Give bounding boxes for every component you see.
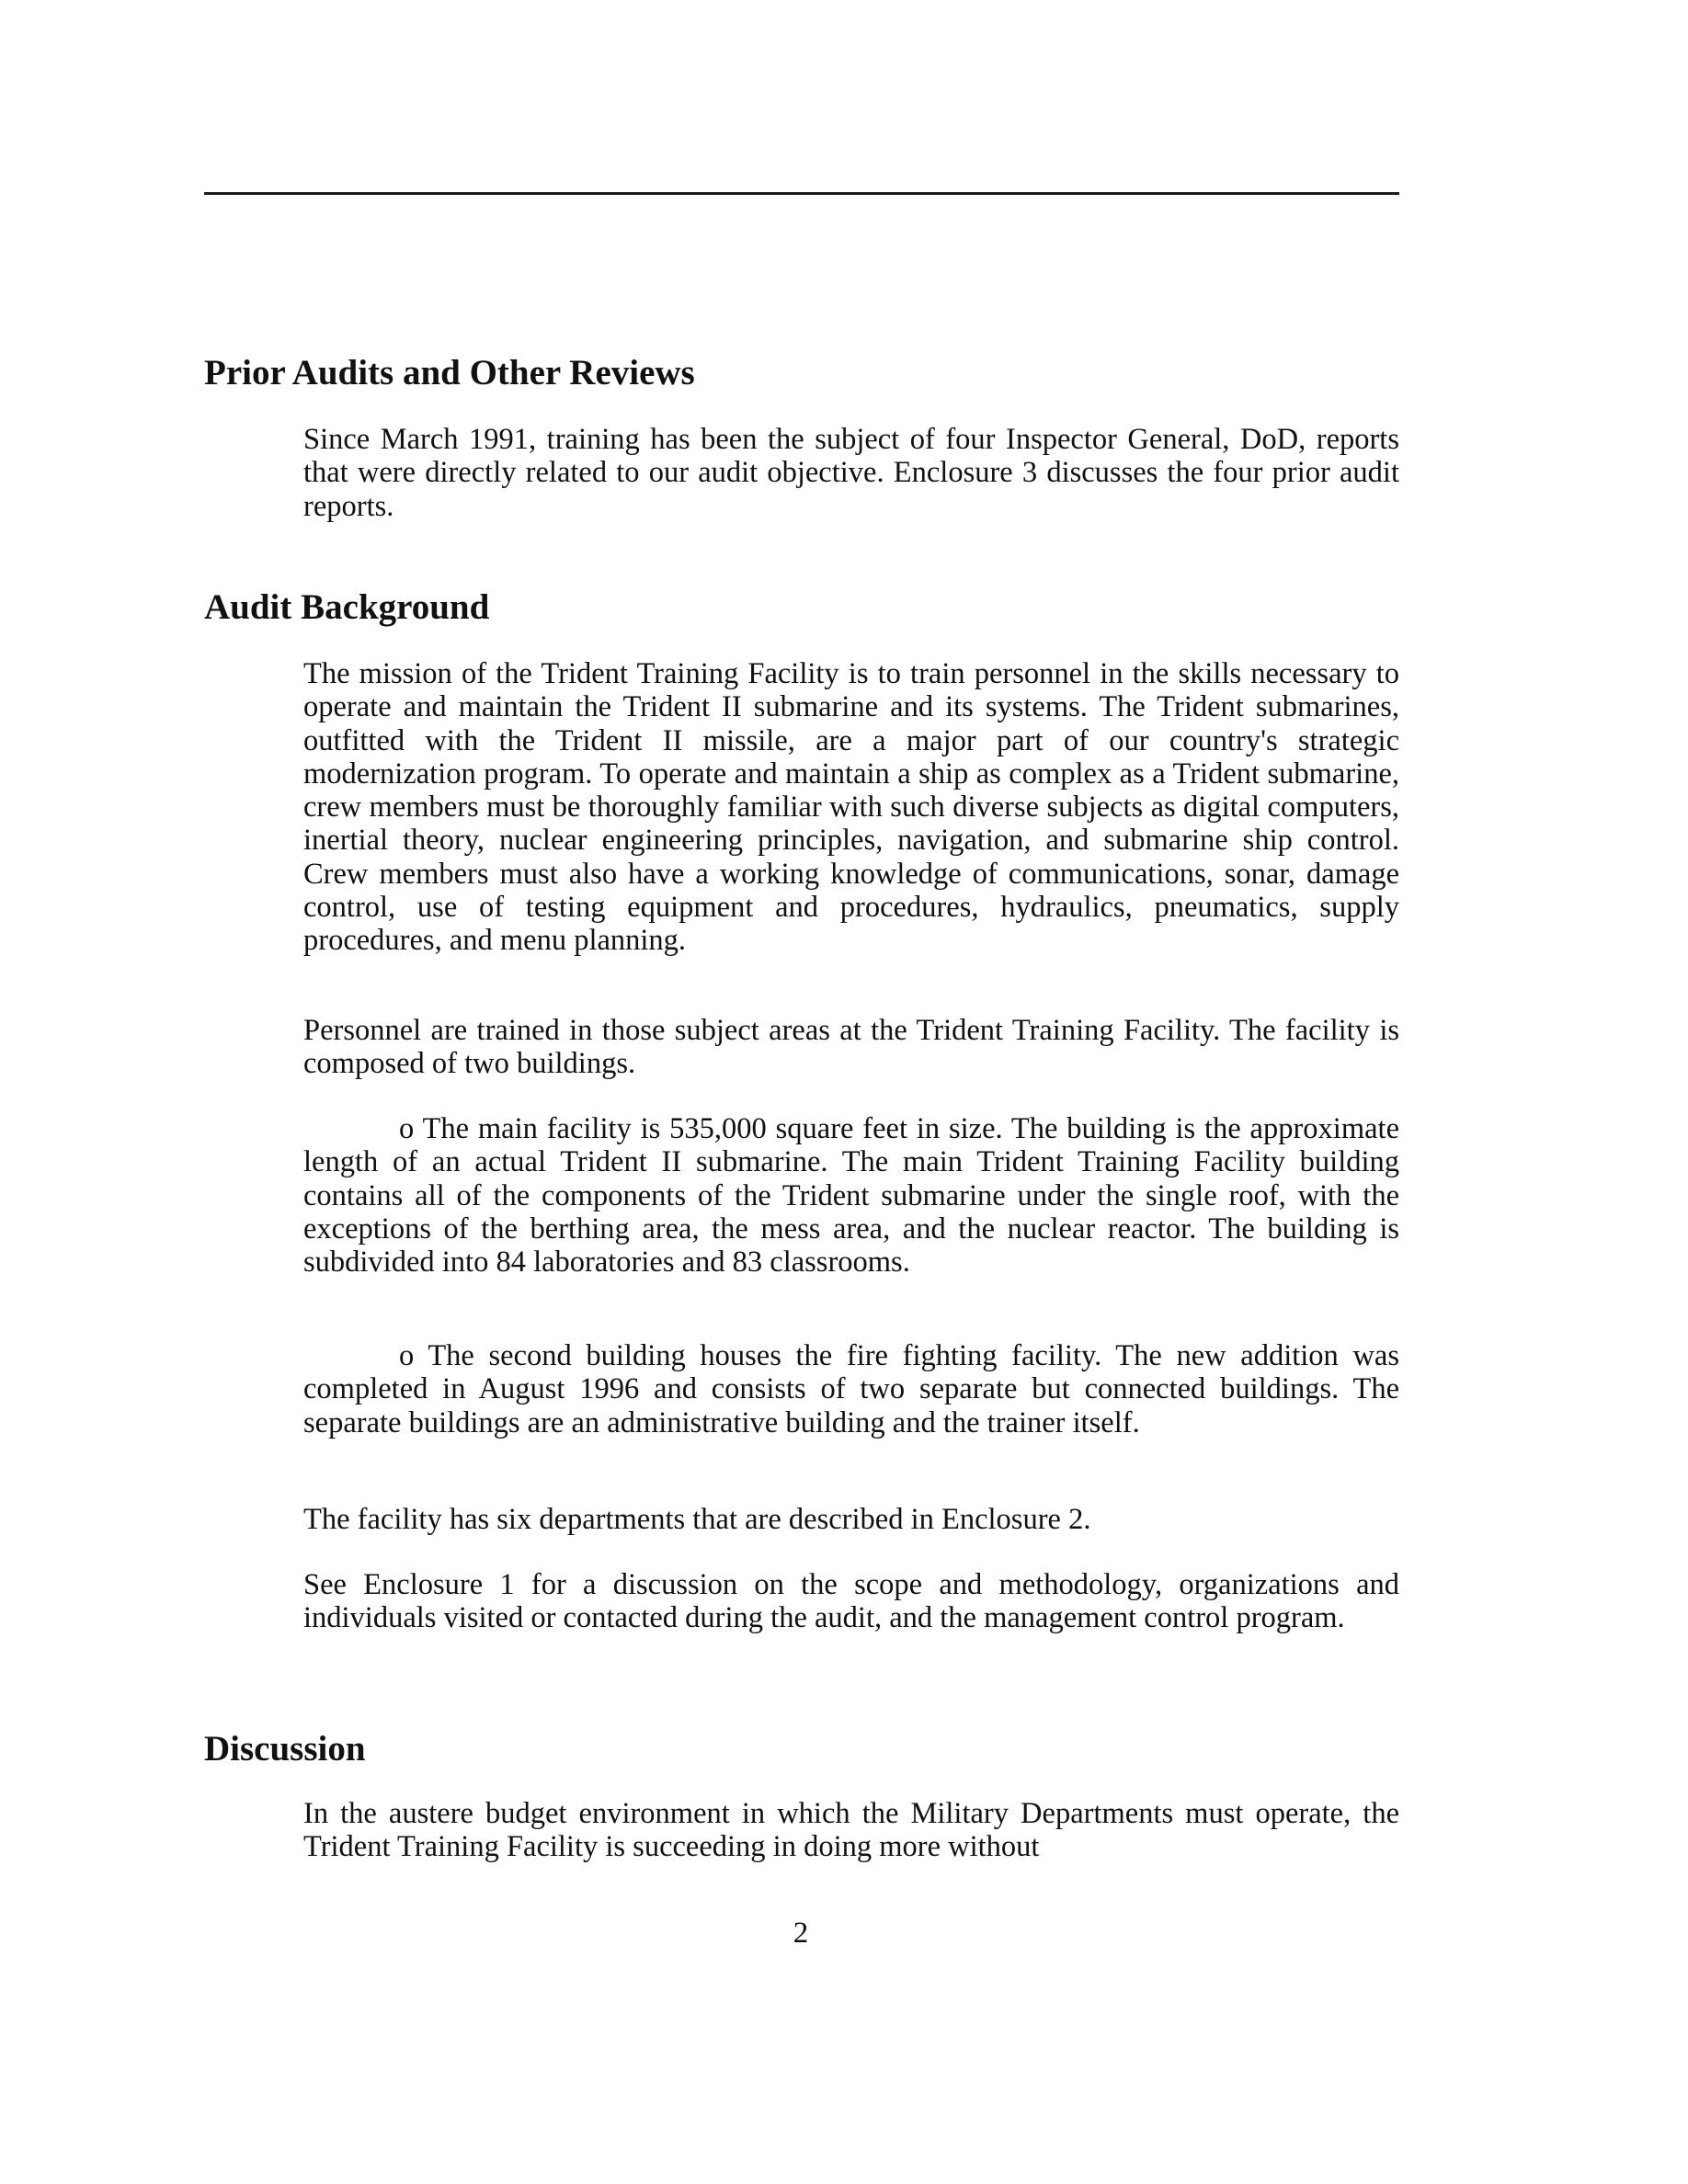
section-heading-audit-background: Audit Background bbox=[204, 587, 490, 627]
paragraph-discussion: In the austere budget environment in which the Military Departments must operate, the Trident Training Facility is succeeding in doing more without bbox=[303, 1797, 1399, 1864]
page-number: 2 bbox=[793, 1917, 809, 1950]
paragraph-departments: The facility has six departments that are described in Enclosure 2. bbox=[303, 1503, 1091, 1536]
top-rule bbox=[204, 192, 1399, 195]
section-heading-prior-audits: Prior Audits and Other Reviews bbox=[204, 353, 695, 392]
paragraph-prior-audits: Since March 1991, training has been the subject of four Inspector General, DoD, reports that were directly related to our audit objective. Enclosure 3 discusses the four prior audit reports. bbox=[303, 423, 1399, 523]
paragraph-mission: The mission of the Trident Training Facility is to train personnel in the skills necessary to operate and maintain the Trident II submarine and its systems. The Trident submarines, outfitted with the Trident II missile, are a major part of our country's strategic modernization program. To operate and maintain a ship as complex as a Trident submarine, crew members must be thoroughly familiar with such diverse subjects as digital computers, inertial theory, nuclear engineering principles, navigation, and submarine ship control. Crew members must also have a working knowledge of communications, sonar, damage control, use of testing equipment and procedures, hydraulics, pneumatics, supply procedures, and menu planning. bbox=[303, 657, 1399, 958]
paragraph-personnel: Personnel are trained in those subject areas at the Trident Training Facility. The facility is composed of two buildings. bbox=[303, 1014, 1399, 1081]
paragraph-see-enclosure: See Enclosure 1 for a discussion on the scope and methodology, organizations and individuals visited or contacted during the audit, and the management control program. bbox=[303, 1568, 1399, 1635]
bullet-second-building: o The second building houses the fire fighting facility. The new addition was completed in August 1996 and consists of two separate but connected buildings. The separate buildings are an administrative building and the trainer itself. bbox=[303, 1339, 1399, 1439]
section-heading-discussion: Discussion bbox=[204, 1729, 366, 1769]
bullet-main-facility: o The main facility is 535,000 square feet in size. The building is the approximate length of an actual Trident II submarine. The main Trident Training Facility building contains all of the components of the Trident submarine under the single roof, with the exceptions of the berthing area, the mess area, and the nuclear reactor. The building is subdivided into 84 laboratories and 83 classrooms. bbox=[303, 1112, 1399, 1280]
